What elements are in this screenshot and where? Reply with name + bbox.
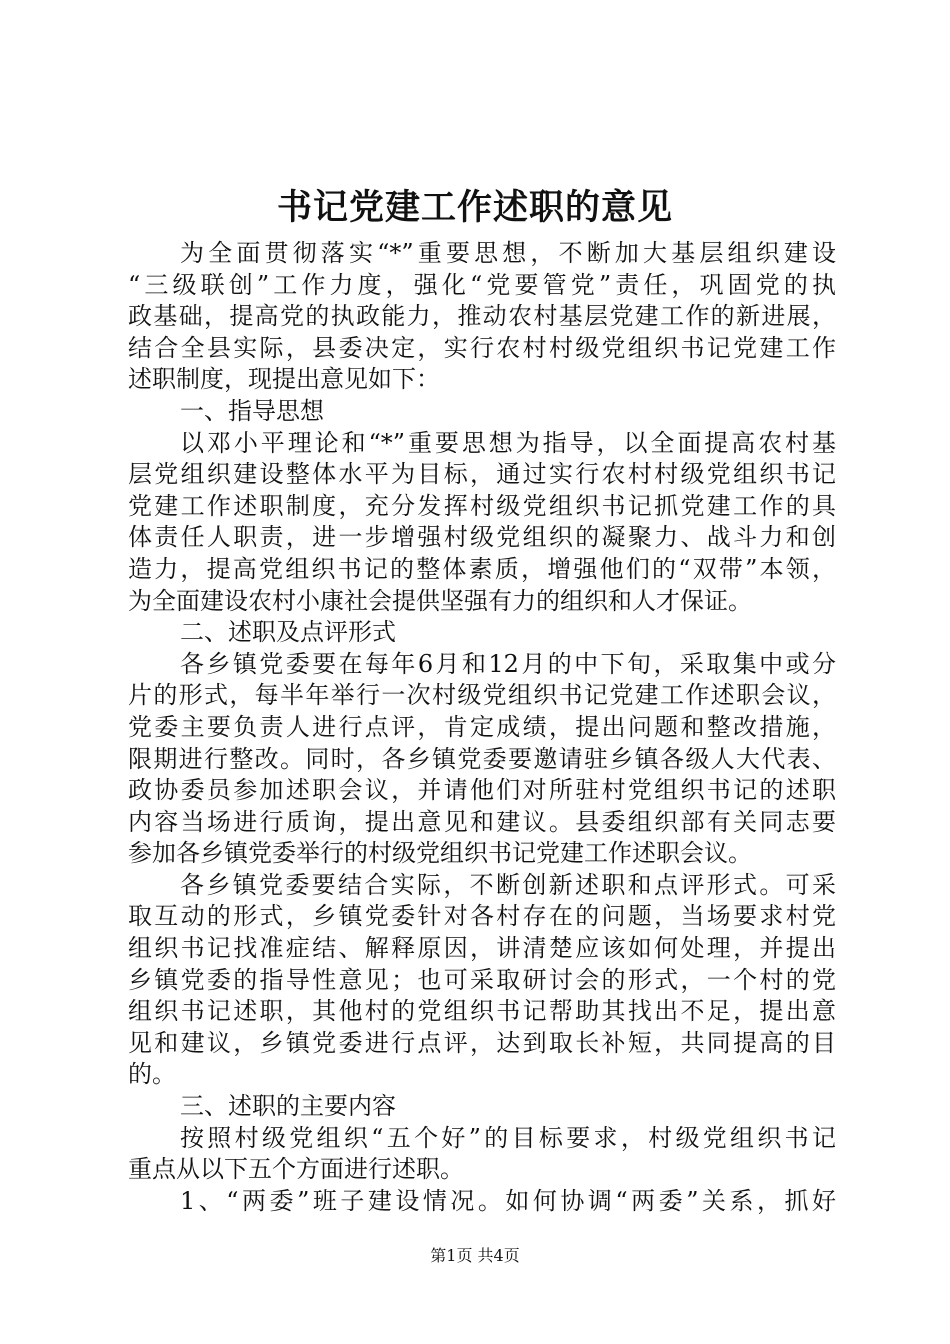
text-line: 层党组织建设整体水平为目标，通过实行农村村级党组织书记 bbox=[128, 460, 836, 489]
text-line: 以邓小平理论和“*”重要思想为指导，以全面提高农村基 bbox=[180, 428, 836, 457]
text-line: 取互动的形式，乡镇党委针对各村存在的问题，当场要求村党 bbox=[128, 902, 836, 931]
text-line: 一、指导思想 bbox=[180, 396, 324, 425]
text-line: 乡镇党委的指导性意见；也可采取研讨会的形式，一个村的党 bbox=[128, 965, 836, 994]
text-line: 见和建议，乡镇党委进行点评，达到取长补短，共同提高的目 bbox=[128, 1028, 836, 1057]
document-body bbox=[128, 238, 836, 1217]
text-line: 二、述职及点评形式 bbox=[180, 618, 396, 647]
text-line: 造力，提高党组织书记的整体素质，增强他们的“双带”本领， bbox=[128, 554, 836, 583]
text-line: 各乡镇党委要结合实际，不断创新述职和点评形式。可采 bbox=[180, 870, 836, 899]
text-line: 的。 bbox=[128, 1060, 176, 1089]
text-line: 为全面贯彻落实“*”重要思想，不断加大基层组织建设 bbox=[180, 239, 836, 267]
text-line: 党委主要负责人进行点评，肯定成绩，提出问题和整改措施， bbox=[128, 712, 836, 741]
text-line: 组织书记找准症结、解释原因，讲清楚应该如何处理，并提出 bbox=[128, 934, 836, 963]
text-line: 重点从以下五个方面进行述职。 bbox=[128, 1155, 464, 1184]
text-line: 片的形式，每半年举行一次村级党组织书记党建工作述职会议， bbox=[128, 681, 836, 710]
text-line: 述职制度，现提出意见如下： bbox=[128, 365, 440, 394]
text-line: 限期进行整改。同时，各乡镇党委要邀请驻乡镇各级人大代表、 bbox=[128, 744, 836, 773]
text-line: 三、述职的主要内容 bbox=[180, 1092, 396, 1121]
text-line: 组织书记述职，其他村的党组织书记帮助其找出不足，提出意 bbox=[128, 997, 836, 1026]
text-line: 1、“两委”班子建设情况。如何协调“两委”关系，抓好 bbox=[180, 1186, 836, 1215]
text-line: 体责任人职责，进一步增强村级党组织的凝聚力、战斗力和创 bbox=[128, 523, 836, 552]
text-line: “三级联创”工作力度，强化“党要管党”责任，巩固党的执 bbox=[128, 270, 836, 299]
text-line: 政基础，提高党的执政能力，推动农村基层党建工作的新进展， bbox=[128, 302, 836, 331]
document-title: 书记党建工作述职的意见 bbox=[276, 187, 673, 228]
text-line: 党建工作述职制度，充分发挥村级党组织书记抓党建工作的具 bbox=[128, 491, 836, 520]
text-line: 按照村级党组织“五个好”的目标要求，村级党组织书记 bbox=[180, 1123, 836, 1152]
text-line: 政协委员参加述职会议，并请他们对所驻村党组织书记的述职 bbox=[128, 776, 836, 805]
text-line: 各乡镇党委要在每年6月和12月的中下旬，采取集中或分 bbox=[180, 649, 836, 678]
page-footer: 第1页 共4页 bbox=[430, 1246, 520, 1265]
text-line: 参加各乡镇党委举行的村级党组织书记党建工作述职会议。 bbox=[128, 839, 752, 868]
text-line: 结合全县实际，县委决定，实行农村村级党组织书记党建工作 bbox=[128, 333, 836, 362]
text-line: 为全面建设农村小康社会提供坚强有力的组织和人才保证。 bbox=[128, 586, 752, 615]
text-line: 内容当场进行质询，提出意见和建议。县委组织部有关同志要 bbox=[128, 807, 836, 836]
